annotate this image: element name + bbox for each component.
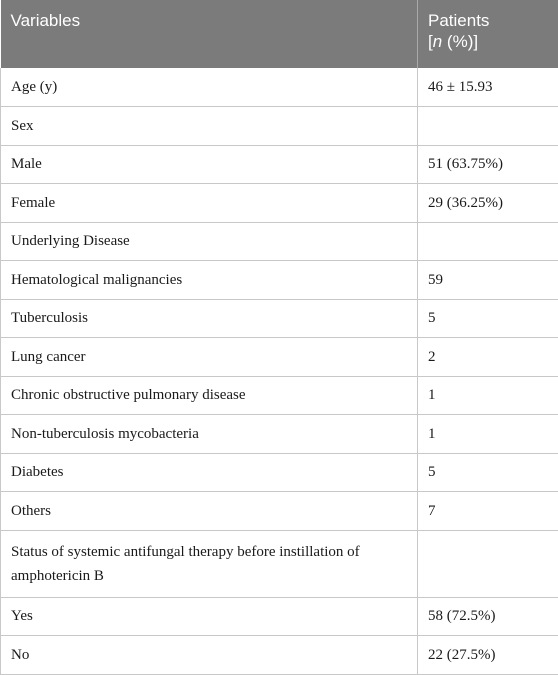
header-row xyxy=(1,0,558,68)
cell-value xyxy=(418,222,558,261)
header-bracket-open: [ xyxy=(428,32,433,51)
cell-variable: Chronic obstructive pulmonary disease xyxy=(1,376,418,415)
table-row xyxy=(1,222,558,261)
cell-variable: Others xyxy=(1,492,418,531)
table-row xyxy=(1,415,558,454)
cell-value: 2 xyxy=(418,338,558,377)
cell-variable: Tuberculosis xyxy=(1,299,418,338)
cell-value: 5 xyxy=(418,453,558,492)
cell-value: 46 ± 15.93 xyxy=(418,68,558,107)
cell-variable: Age (y) xyxy=(1,68,418,107)
cell-variable: Female xyxy=(1,184,418,223)
table-row xyxy=(1,597,558,636)
table-row xyxy=(1,636,558,675)
cell-value: 59 xyxy=(418,261,558,300)
table-row xyxy=(1,376,558,415)
header-patients xyxy=(418,0,558,68)
cell-variable: No xyxy=(1,636,418,675)
cell-value: 22 (27.5%) xyxy=(418,636,558,675)
cell-variable: Status of systemic antifungal therapy before instillation of amphotericin B xyxy=(1,530,418,597)
cell-value: 1 xyxy=(418,376,558,415)
cell-variable: Male xyxy=(1,145,418,184)
cell-variable: Yes xyxy=(1,597,418,636)
table-row xyxy=(1,492,558,531)
table-row xyxy=(1,184,558,223)
cell-variable: Diabetes xyxy=(1,453,418,492)
table-row xyxy=(1,261,558,300)
cell-variable: Non-tuberculosis mycobacteria xyxy=(1,415,418,454)
cell-variable: Sex xyxy=(1,107,418,146)
cell-value: 1 xyxy=(418,415,558,454)
table-row xyxy=(1,453,558,492)
header-n: n xyxy=(433,32,442,51)
table-row xyxy=(1,145,558,184)
table-row xyxy=(1,530,558,597)
cell-value: 58 (72.5%) xyxy=(418,597,558,636)
cell-value: 29 (36.25%) xyxy=(418,184,558,223)
cell-value: 7 xyxy=(418,492,558,531)
header-percent: (%)] xyxy=(442,32,478,51)
table-row xyxy=(1,299,558,338)
cell-value xyxy=(418,530,558,597)
cell-value: 5 xyxy=(418,299,558,338)
header-variables: Variables xyxy=(1,0,418,68)
header-patients-label: Patients xyxy=(428,11,489,30)
cell-value: 51 (63.75%) xyxy=(418,145,558,184)
table-row xyxy=(1,107,558,146)
table-row xyxy=(1,68,558,107)
cell-value xyxy=(418,107,558,146)
cell-variable: Underlying Disease xyxy=(1,222,418,261)
cell-variable: Lung cancer xyxy=(1,338,418,377)
table-row xyxy=(1,338,558,377)
cell-variable: Hematological malignancies xyxy=(1,261,418,300)
